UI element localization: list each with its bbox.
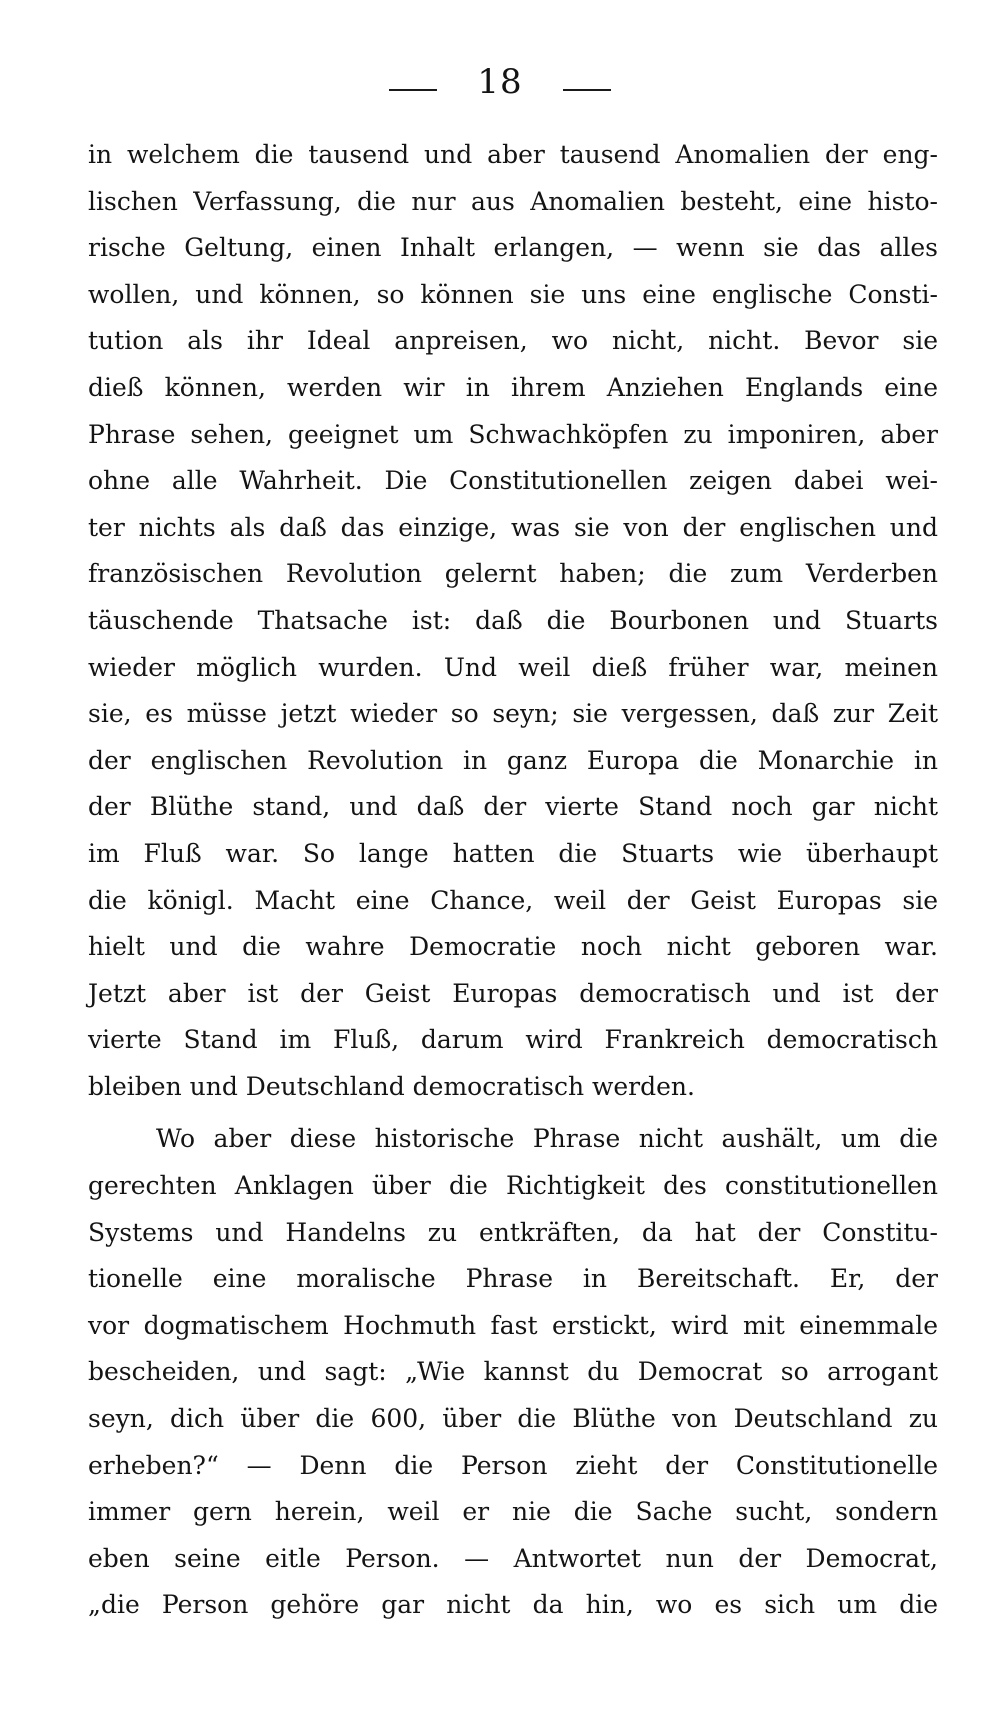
page-header xyxy=(0,52,1000,112)
text-line: im Fluß war. So lange hatten die Stuarts wie überhaupt xyxy=(88,838,938,868)
text-line: vierte Stand im Fluß, darum wird Frankreich democratisch xyxy=(88,1025,938,1055)
text-line: ter nichts als daß das einzige, was sie von der englischen und xyxy=(88,512,938,542)
text-line: hielt und die wahre Democratie noch nicht geboren war. xyxy=(88,932,938,962)
page-number: 18 xyxy=(477,62,523,102)
text-line: gerechten Anklagen über die Richtigkeit des constitutionellen xyxy=(88,1171,938,1201)
text-line: der Blüthe stand, und daß der vierte Stand noch gar nicht xyxy=(88,792,938,822)
text-line: Phrase sehen, geeignet um Schwachköpfen zu imponiren, aber xyxy=(88,419,938,449)
text-line: immer gern herein, weil er nie die Sache sucht, sondern xyxy=(88,1497,938,1527)
text-line: der englischen Revolution in ganz Europa die Monarchie in xyxy=(88,745,938,775)
text-line: rische Geltung, einen Inhalt erlangen, — wenn sie das alles xyxy=(88,233,938,263)
text-line: tution als ihr Ideal anpreisen, wo nicht, nicht. Bevor sie xyxy=(88,326,938,356)
text-line: wieder möglich wurden. Und weil dieß früher war, meinen xyxy=(88,652,938,682)
text-line: wollen, und können, so können sie uns eine englische Consti- xyxy=(88,279,938,309)
text-line: eben seine eitle Person. — Antwortet nun der Democrat, xyxy=(88,1543,938,1573)
text-line: sie, es müsse jetzt wieder so seyn; sie vergessen, daß zur Zeit xyxy=(88,699,938,729)
text-line: seyn, dich über die 600, über die Blüthe von Deutschland zu xyxy=(88,1404,938,1434)
paragraph-2 xyxy=(88,1116,938,1629)
text-line: französischen Revolution gelernt haben; die zum Verderben xyxy=(88,559,938,589)
text-line: bleiben und Deutschland democratisch werden. xyxy=(88,1071,695,1101)
header-dash-right xyxy=(563,89,611,91)
text-line: die königl. Macht eine Chance, weil der Geist Europas sie xyxy=(88,885,938,915)
text-line: ohne alle Wahrheit. Die Constitutionellen zeigen dabei wei- xyxy=(88,466,938,496)
text-line: Systems und Handelns zu entkräften, da hat der Constitu- xyxy=(88,1217,938,1247)
text-line: „die Person gehöre gar nicht da hin, wo es sich um die xyxy=(88,1590,938,1620)
paragraph-1 xyxy=(88,132,938,1110)
text-line: Wo aber diese historische Phrase nicht aushält, um die xyxy=(156,1124,938,1154)
header-dash-left xyxy=(389,89,437,91)
text-line: in welchem die tausend und aber tausend Anomalien der eng- xyxy=(88,140,938,169)
text-line: täuschende Thatsache ist: daß die Bourbonen und Stuarts xyxy=(88,605,938,635)
text-line: dieß können, werden wir in ihrem Anziehen Englands eine xyxy=(88,372,938,402)
text-line: tionelle eine moralische Phrase in Bereitschaft. Er, der xyxy=(88,1264,938,1294)
text-line: erheben?“ — Denn die Person zieht der Constitutionelle xyxy=(88,1450,938,1480)
text-line: bescheiden, und sagt: „Wie kannst du Democrat so arrogant xyxy=(88,1357,938,1387)
text-line: lischen Verfassung, die nur aus Anomalien besteht, eine histo- xyxy=(88,186,938,216)
text-line: Jetzt aber ist der Geist Europas democratisch und ist der xyxy=(88,978,938,1008)
body-text xyxy=(88,132,938,1629)
text-line: vor dogmatischem Hochmuth fast erstickt, wird mit einemmale xyxy=(88,1310,938,1340)
